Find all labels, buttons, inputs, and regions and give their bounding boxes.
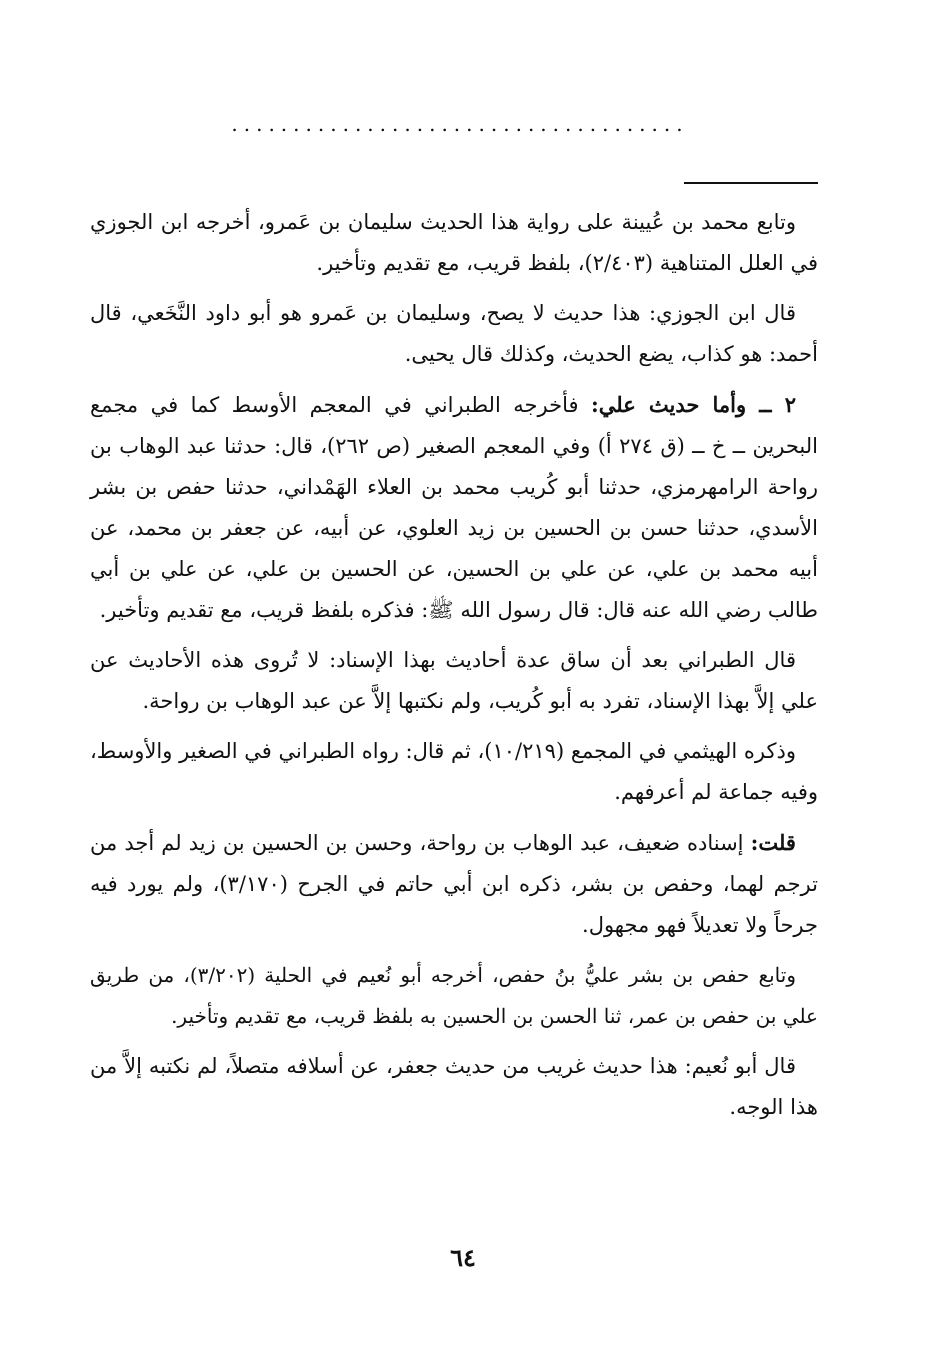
paragraph-tabarani-comment xyxy=(90,640,818,722)
paragraph-abu-nuaym-comment xyxy=(90,1046,818,1128)
paragraph-text: قال الطبراني بعد أن ساق عدة أحاديث بهذا الإسناد: لا تُروى هذه الأحاديث عن علي إلاَّ بهذا الإسناد، تفرد به أبو كُريب، ولم نكتبها إلاَّ عن عبد الوهاب بن رواحة. xyxy=(90,648,818,713)
paragraph-lead: ٢ ــ وأما حديث علي: xyxy=(591,392,796,417)
paragraph-hafs-follow-up xyxy=(90,955,818,1037)
paragraph-text: قال ابن الجوزي: هذا حديث لا يصح، وسليمان بن عَمرو هو أبو داود النَّخَعي، قال أحمد: هو كذاب، يضع الحديث، وكذلك قال يحيى. xyxy=(90,301,818,366)
footnote-text-block xyxy=(90,202,818,1137)
paragraph-ibn-uyayna-follow-up xyxy=(90,202,818,284)
footnote-rule xyxy=(684,182,818,184)
paragraph-text: إسناده ضعيف، عبد الوهاب بن رواحة، وحسن بن الحسين بن زيد لم أجد من ترجم لهما، وحفص بن بشر، ذكره ابن أبي حاتم في الجرح (٣/١٧٠)، ولم يورد فيه جرحاً ولا تعديلاً فهو مجهول. xyxy=(90,831,818,937)
paragraph-text: قال أبو نُعيم: هذا حديث غريب من حديث جعفر، عن أسلافه متصلاً، لم نكتبه إلاَّ من هذا الوجه. xyxy=(90,1054,818,1119)
paragraph-text: وتابع محمد بن عُيينة على رواية هذا الحديث سليمان بن عَمرو، أخرجه ابن الجوزي في العلل المتناهية (٢/٤٠٣)، بلفظ قريب، مع تقديم وتأخير. xyxy=(90,210,818,275)
paragraph-lead: قلت: xyxy=(750,830,796,855)
paragraph-hadith-ali xyxy=(90,384,818,631)
dotted-separator: ..................................... xyxy=(231,112,689,136)
paragraph-author-verdict xyxy=(90,822,818,946)
paragraph-haythami-comment xyxy=(90,731,818,813)
paragraph-ibn-jawzi-verdict xyxy=(90,293,818,375)
paragraph-text: وتابع حفص بن بشر عليُّ بنُ حفص، أخرجه أبو نُعيم في الحلية (٣/٢٠٢)، من طريق علي بن حفص بن عمر، ثنا الحسن بن الحسين به بلفظ قريب، مع تقديم وتأخير. xyxy=(90,963,818,1028)
page-number: ٦٤ xyxy=(450,1243,476,1272)
paragraph-text: وذكره الهيثمي في المجمع (١٠/٢١٩)، ثم قال: رواه الطبراني في الصغير والأوسط، وفيه جماعة لم أعرفهم. xyxy=(90,739,818,804)
paragraph-text: فأخرجه الطبراني في المعجم الأوسط كما في مجمع البحرين ــ خ ــ (ق ٢٧٤ أ) وفي المعجم الصغير (ص ٢٦٢)، قال: حدثنا عبد الوهاب بن رواحة الرامهرمزي، حدثنا أبو كُريب محمد بن العلاء الهَمْداني، حدثنا حفص بن بشر الأسدي، حدثنا حسن بن الحسين بن زيد العلوي، عن أبيه، عن جعفر بن محمد، عن أبيه محمد بن علي، عن علي بن الحسين، عن الحسين بن علي، عن علي بن أبي طالب رضي الله عنه قال: قال رسول الله ﷺ: فذكره بلفظ قريب، مع تقديم وتأخير. xyxy=(90,393,818,622)
